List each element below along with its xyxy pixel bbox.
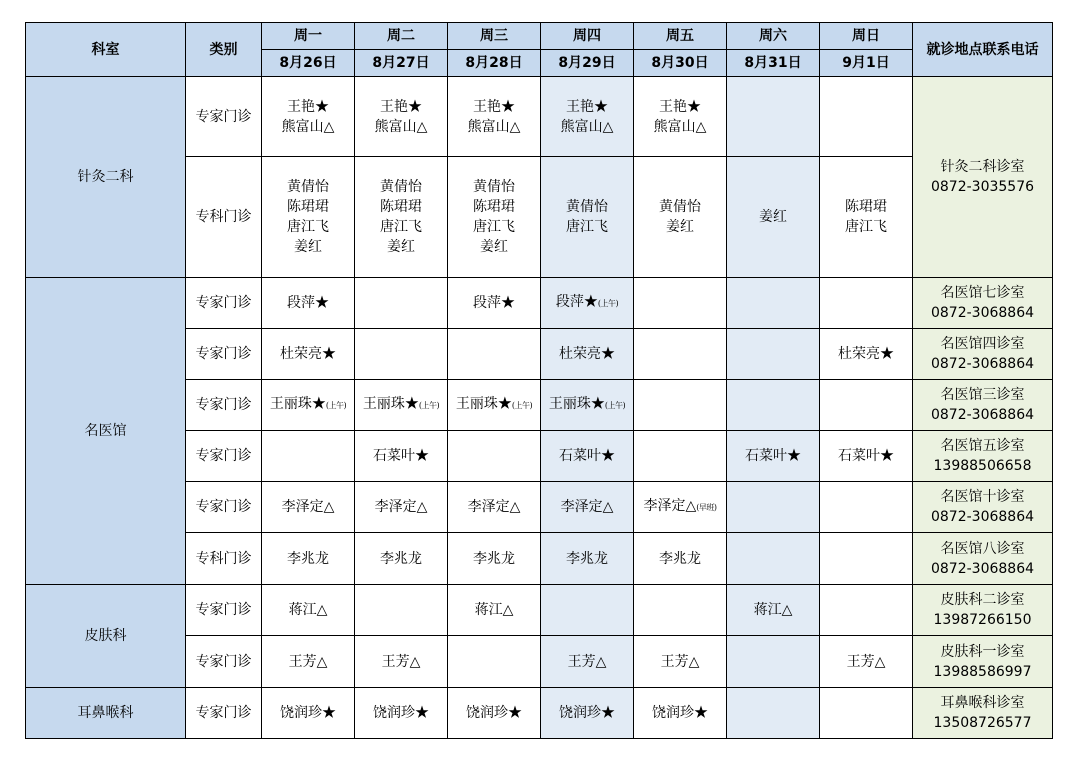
schedule-cell [634,533,727,585]
schedule-cell [634,636,727,688]
schedule-cell [262,533,355,585]
schedule-cell [727,533,820,585]
doctor-name: 饶润珍★ [466,705,522,721]
doctor-entry [448,197,540,217]
category-cell: 专家门诊 [186,77,262,157]
schedule-cell [448,636,541,688]
doctor-name: 黄倩怡 [380,179,422,195]
doctor-name: 王艳★ [473,98,515,115]
category-cell: 专家门诊 [186,688,262,739]
schedule-cell [634,585,727,636]
schedule-cell [355,77,448,157]
doctor-entry [262,177,354,197]
doctor-entry [262,549,354,569]
contact-place: 名医馆四诊室 [940,336,1025,352]
doctor-entry [448,394,540,416]
doctor-entry [448,177,540,197]
header-weekday: 周六 [727,23,820,50]
schedule-cell [262,77,355,157]
schedule-cell [262,482,355,533]
schedule-cell [541,482,634,533]
doctor-entry [262,600,354,620]
schedule-cell [634,157,727,278]
header-weekday: 周一 [262,23,355,50]
doctor-entry [355,703,447,723]
doctor-entry [634,549,726,569]
doctor-entry [634,652,726,672]
doctor-name: 陈珺珺 [380,199,422,215]
category-cell: 专家门诊 [186,278,262,329]
doctor-entry [448,237,540,257]
doctor-entry [634,496,726,518]
category-cell: 专科门诊 [186,533,262,585]
contact-cell [913,585,1053,636]
contact-cell [913,636,1053,688]
schedule-cell [820,533,913,585]
schedule-cell [448,482,541,533]
schedule-cell [820,636,913,688]
doctor-entry [634,117,726,137]
contact-phone: 13988506658 [933,458,1032,474]
header-row-weekdays [26,23,1053,50]
doctor-entry [541,344,633,364]
doctor-name: 王芳△ [381,653,421,670]
doctor-name: 石菜叶★ [838,448,894,464]
contact-cell [913,329,1053,380]
doctor-name: 王丽珠★ [455,396,512,412]
schedule-cell [448,585,541,636]
category-cell: 专家门诊 [186,585,262,636]
doctor-name: 唐江飞 [380,219,422,235]
doctor-entry [448,217,540,237]
doctor-entry [355,177,447,197]
doctor-entry [355,394,447,416]
schedule-cell [355,278,448,329]
schedule-cell [727,380,820,431]
contact-place: 名医馆八诊室 [940,540,1025,557]
schedule-cell [634,329,727,380]
doctor-name: 王丽珠★ [548,396,605,412]
schedule-cell [634,278,727,329]
doctor-name: 李泽定△ [643,498,697,514]
schedule-cell [355,380,448,431]
doctor-name: 姜红 [480,239,508,255]
dept-name: 针灸二科 [26,77,186,278]
schedule-cell [820,278,913,329]
doctor-name: 蒋江△ [474,602,514,618]
schedule-cell [541,533,634,585]
contact-cell [913,77,1053,278]
schedule-cell [727,431,820,482]
schedule-cell [820,688,913,739]
schedule-cell [634,380,727,431]
schedule-cell [262,380,355,431]
doctor-entry [355,237,447,257]
doctor-entry [262,703,354,723]
category-cell: 专家门诊 [186,482,262,533]
schedule-cell [355,533,448,585]
contact-phone: 13988586997 [933,663,1032,680]
doctor-name: 石菜叶★ [373,448,429,464]
doctor-name: 王芳△ [288,653,328,670]
contact-cell [913,380,1053,431]
doctor-name: 唐江飞 [287,219,329,235]
contact-phone: 0872-3068864 [930,305,1035,321]
category-cell: 专科门诊 [186,157,262,278]
doctor-entry [262,652,354,672]
doctor-entry [262,197,354,217]
doctor-entry [448,97,540,117]
header-date: 8月29日 [541,50,634,77]
doctor-name: 饶润珍★ [373,705,429,721]
doctor-name: 王艳★ [566,98,608,115]
contact-phone: 0872-3068864 [930,356,1035,372]
doctor-entry [355,549,447,569]
contact-place: 皮肤科二诊室 [940,592,1025,608]
schedule-cell [541,278,634,329]
schedule-cell [634,688,727,739]
contact-cell [913,431,1053,482]
schedule-cell [541,329,634,380]
doctor-entry [820,197,912,217]
schedule-cell [820,329,913,380]
header-weekday: 周五 [634,23,727,50]
schedule-cell [727,157,820,278]
contact-cell [913,688,1053,739]
contact-place: 针灸二科诊室 [940,159,1025,175]
doctor-name: 饶润珍★ [559,705,615,721]
schedule-cell [634,431,727,482]
doctor-name: 唐江飞 [845,219,887,235]
doctor-entry [448,549,540,569]
doctor-entry [541,217,633,237]
doctor-name: 李泽定△ [374,499,428,515]
doctor-name: 陈珺珺 [287,199,329,215]
schedule-table-container [25,22,1053,739]
doctor-name: 段萍★ [473,295,515,311]
doctor-entry [355,446,447,466]
doctor-entry [541,652,633,672]
doctor-name: 王艳★ [287,98,329,115]
contact-cell [913,278,1053,329]
contact-place: 名医馆三诊室 [940,387,1025,403]
doctor-entry [355,97,447,117]
header-weekday: 周三 [448,23,541,50]
doctor-entry [355,117,447,137]
table-row [26,77,1053,157]
schedule-cell [355,688,448,739]
shift-note: (早班) [696,503,717,512]
doctor-name: 陈珺珺 [473,199,515,215]
schedule-cell [262,329,355,380]
doctor-name: 王芳△ [567,653,607,670]
dept-name: 皮肤科 [26,585,186,688]
doctor-name: 杜荣亮★ [559,346,615,362]
doctor-name: 杜荣亮★ [280,346,336,362]
schedule-cell [727,482,820,533]
doctor-entry [820,344,912,364]
doctor-entry [634,97,726,117]
table-row [26,278,1053,329]
doctor-entry [355,497,447,517]
schedule-cell [541,157,634,278]
doctor-name: 唐江飞 [566,219,608,235]
doctor-entry [634,703,726,723]
doctor-name: 唐江飞 [473,219,515,235]
contact-phone: 0872-3068864 [930,407,1035,423]
doctor-name: 姜红 [666,219,694,235]
doctor-entry [448,600,540,620]
doctor-entry [355,217,447,237]
doctor-name: 石菜叶★ [745,448,801,464]
table-row [26,688,1053,739]
doctor-entry [262,293,354,313]
doctor-name: 李兆龙 [659,550,701,567]
doctor-entry [448,497,540,517]
doctor-entry [448,293,540,313]
schedule-cell [355,585,448,636]
doctor-entry [820,652,912,672]
doctor-entry [262,394,354,416]
doctor-name: 李兆龙 [566,550,608,567]
schedule-cell [541,585,634,636]
category-cell: 专家门诊 [186,329,262,380]
doctor-name: 熊富山△ [560,118,614,135]
doctor-entry [355,652,447,672]
schedule-cell [727,77,820,157]
contact-place: 皮肤科一诊室 [940,643,1025,660]
contact-phone: 0872-3068864 [930,560,1035,577]
doctor-entry [634,197,726,217]
doctor-entry [355,197,447,217]
doctor-name: 李兆龙 [287,550,329,567]
doctor-name: 熊富山△ [374,118,428,135]
doctor-entry [262,97,354,117]
schedule-cell [727,688,820,739]
schedule-cell [448,688,541,739]
doctor-entry [541,292,633,314]
schedule-cell [448,278,541,329]
header-date: 8月26日 [262,50,355,77]
shift-note: (上午) [604,401,626,410]
doctor-entry [262,237,354,257]
shift-note: (上午) [325,401,347,410]
contact-cell [913,533,1053,585]
doctor-name: 饶润珍★ [652,705,708,721]
header-date: 8月27日 [355,50,448,77]
doctor-entry [727,600,819,620]
doctor-name: 王丽珠★ [362,396,419,412]
schedule-body [26,23,1053,739]
category-cell: 专家门诊 [186,636,262,688]
doctor-entry [541,446,633,466]
schedule-cell [541,636,634,688]
header-date: 8月30日 [634,50,727,77]
schedule-cell [727,636,820,688]
doctor-name: 黄倩怡 [287,179,329,195]
doctor-name: 王艳★ [380,98,422,115]
schedule-cell [262,431,355,482]
doctor-name: 熊富山△ [653,118,707,135]
doctor-entry [262,344,354,364]
doctor-name: 姜红 [387,239,415,255]
schedule-cell [262,636,355,688]
doctor-name: 李泽定△ [281,499,335,515]
schedule-cell [541,380,634,431]
doctor-name: 王芳△ [846,653,886,670]
doctor-name: 王丽珠★ [269,396,326,412]
doctor-entry [262,117,354,137]
doctor-name: 杜荣亮★ [838,346,894,362]
header-category: 类别 [186,23,262,77]
table-row [26,585,1053,636]
schedule-cell [820,431,913,482]
header-weekday: 周日 [820,23,913,50]
schedule-cell [820,482,913,533]
header-date: 8月31日 [727,50,820,77]
doctor-name: 段萍★ [287,295,329,311]
contact-place: 耳鼻喉科诊室 [940,695,1025,711]
schedule-cell [541,77,634,157]
doctor-name: 李泽定△ [467,499,521,515]
contact-phone: 13508726577 [933,715,1032,731]
header-dept: 科室 [26,23,186,77]
contact-phone: 13987266150 [933,612,1032,628]
contact-phone: 0872-3068864 [930,509,1035,525]
schedule-cell [262,688,355,739]
contact-place: 名医馆十诊室 [940,489,1025,505]
schedule-cell [634,77,727,157]
schedule-cell [355,482,448,533]
schedule-cell [727,329,820,380]
schedule-cell [262,585,355,636]
doctor-name: 王芳△ [660,653,700,670]
doctor-entry [727,446,819,466]
doctor-entry [634,217,726,237]
doctor-name: 黄倩怡 [566,199,608,215]
doctor-entry [448,117,540,137]
category-cell: 专家门诊 [186,431,262,482]
schedule-cell [448,77,541,157]
schedule-cell [262,157,355,278]
schedule-cell [448,380,541,431]
schedule-cell [262,278,355,329]
contact-place: 名医馆五诊室 [940,438,1025,454]
doctor-entry [541,394,633,416]
header-contact: 就诊地点联系电话 [913,23,1053,77]
doctor-entry [541,117,633,137]
doctor-name: 李兆龙 [473,550,515,567]
shift-note: (上午) [511,401,533,410]
doctor-entry [262,217,354,237]
schedule-cell [355,157,448,278]
doctor-name: 饶润珍★ [280,705,336,721]
contact-phone: 0872-3035576 [930,179,1035,195]
doctor-name: 蒋江△ [753,602,793,618]
schedule-cell [448,157,541,278]
doctor-name: 姜红 [294,239,322,255]
header-date: 8月28日 [448,50,541,77]
doctor-entry [727,207,819,227]
category-cell: 专家门诊 [186,380,262,431]
schedule-cell [448,533,541,585]
header-weekday: 周二 [355,23,448,50]
doctor-entry [262,497,354,517]
doctor-name: 熊富山△ [467,118,521,135]
schedule-cell [448,329,541,380]
schedule-cell [820,157,913,278]
doctor-name: 段萍★ [555,294,598,310]
schedule-cell [820,77,913,157]
doctor-name: 黄倩怡 [473,179,515,195]
doctor-name: 蒋江△ [288,602,328,618]
doctor-entry [820,446,912,466]
dept-name: 名医馆 [26,278,186,585]
doctor-entry [541,97,633,117]
doctor-entry [541,197,633,217]
schedule-cell [541,688,634,739]
shift-note: (上午) [597,299,619,308]
schedule-cell [355,636,448,688]
clinic-schedule-table [25,22,1053,739]
doctor-entry [820,217,912,237]
doctor-name: 陈珺珺 [845,199,887,215]
schedule-cell [820,380,913,431]
doctor-entry [541,549,633,569]
schedule-cell [355,431,448,482]
doctor-entry [541,703,633,723]
schedule-cell [727,585,820,636]
doctor-entry [541,497,633,517]
schedule-cell [727,278,820,329]
doctor-name: 姜红 [759,209,787,225]
doctor-name: 李泽定△ [560,499,614,515]
dept-name: 耳鼻喉科 [26,688,186,739]
doctor-name: 石菜叶★ [559,448,615,464]
schedule-cell [541,431,634,482]
contact-place: 名医馆七诊室 [940,285,1025,301]
contact-cell [913,482,1053,533]
doctor-name: 李兆龙 [380,550,422,567]
header-weekday: 周四 [541,23,634,50]
doctor-name: 王艳★ [659,98,701,115]
schedule-cell [448,431,541,482]
header-date: 9月1日 [820,50,913,77]
doctor-name: 黄倩怡 [659,199,701,215]
shift-note: (上午) [418,401,440,410]
doctor-name: 熊富山△ [281,118,335,135]
schedule-cell [355,329,448,380]
doctor-entry [448,703,540,723]
schedule-cell [820,585,913,636]
schedule-cell [634,482,727,533]
